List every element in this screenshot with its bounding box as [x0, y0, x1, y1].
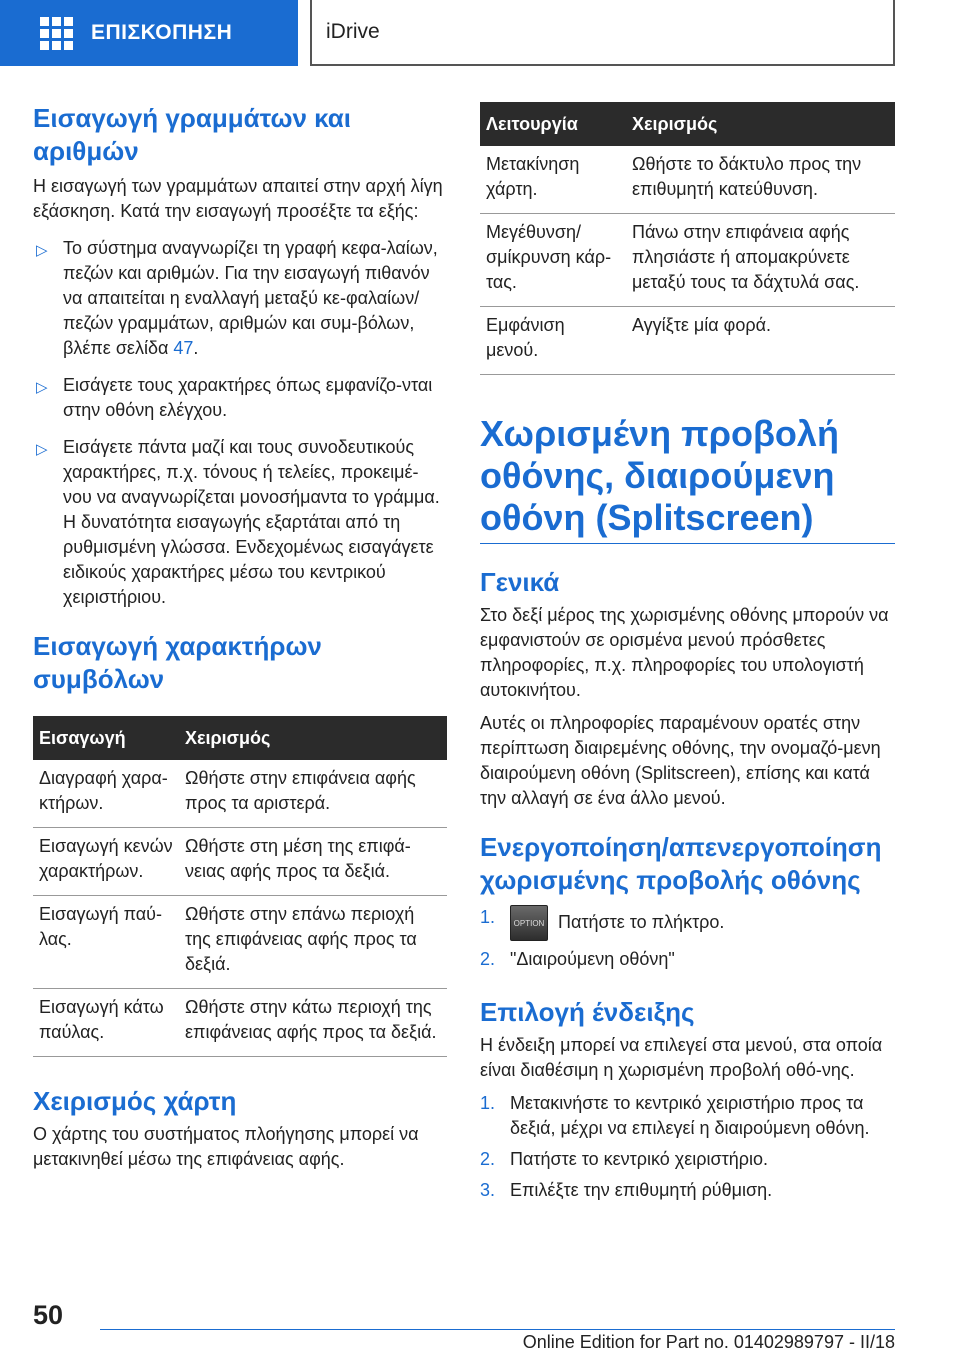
table-header: Χειρισμός	[626, 102, 895, 146]
table-header: Εισαγωγή	[33, 716, 179, 760]
table-row: Μετακίνηση χάρτη. Ωθήστε το δάκτυλο προς την επιθυμητή κατεύθυνση.	[480, 146, 895, 214]
section-title-symbols: Εισαγωγή χαρακτήρων συμβόλων	[33, 631, 322, 694]
option-button-icon: OPTION	[510, 905, 548, 941]
tips-list	[33, 236, 447, 610]
table-row: Εμφάνιση μενού. Αγγίξτε μία φορά.	[480, 307, 895, 375]
list-item: ▷ Το σύστημα αναγνωρίζει τη γραφή κεφα-λαίων, πεζών και αριθμών. Για την εισαγωγή πιθανόν να απαιτείται η εναλλαγή μεταξύ κε-φαλαίων/πεζών γραμμάτων, αριθμών και συμ-βόλων, βλέπε σελίδα 47.	[36, 238, 438, 358]
main-title: Χωρισμένη προβολή οθόνης, διαιρούμενη οθόνη (Splitscreen)	[480, 413, 895, 544]
triangle-bullet-icon: ▷	[36, 441, 48, 458]
list-item: 1. Μετακινήστε το κεντρικό χειριστήριο προς τα δεξιά, μέχρι να επιλεγεί η διαιρούμενη οθόνη.	[480, 1093, 870, 1138]
page-link[interactable]: 47	[173, 338, 194, 358]
triangle-bullet-icon: ▷	[36, 379, 48, 396]
list-item: 2. Πατήστε το κεντρικό χειριστήριο.	[480, 1149, 768, 1169]
select-intro: Η ένδειξη μπορεί να επιλεγεί στα μενού, στα οποία είναι διαθέσιμη η χωρισμένη προβολή οθό-νης.	[480, 1035, 883, 1080]
list-item: ▷ Εισάγετε πάντα μαζί και τους συνοδευτικούς χαρακτήρες, π.χ. τόνους ή τελείες, προκειμέ-νου να αναγνωρίζεται μονοσήμαντα το γράμμα. Η δυνατότητα εισαγωγής εξαρτάται από τη ρυθμισμένη γλώσσα. Ενδεχομένως εισαγάγετε ειδικούς χαρακτήρες μέσω του κεντρικού χειριστήριου.	[36, 437, 440, 607]
list-item: 2. "Διαιρούμενη οθόνη"	[480, 949, 675, 969]
section-title-general: Γενικά	[480, 567, 560, 597]
symbols-table	[33, 716, 447, 1057]
list-item: 3. Επιλέξτε την επιθυμητή ρύθμιση.	[480, 1180, 773, 1200]
list-item: ▷ Εισάγετε τους χαρακτήρες όπως εμφανίζο-νται στην οθόνη ελέγχου.	[36, 375, 433, 420]
map-table	[480, 102, 895, 375]
section-title-select: Επιλογή ένδειξης	[480, 997, 695, 1027]
page-number: 50	[33, 1300, 64, 1330]
toggle-steps	[480, 905, 895, 972]
general-paragraph-2: Αυτές οι πληροφορίες παραμένουν ορατές στην περίπτωση διαιρεμένης οθόνης, την ονομαζό-μενη διαιρούμενη οθόνη (Splitscreen), επίσης και κατά την αλλαγή σε ένα άλλο μενού.	[480, 713, 881, 808]
section-title-letters: Εισαγωγή γραμμάτων και αριθμών	[33, 103, 352, 166]
table-row: Μεγέθυνση/ σμίκρυνση κάρ-τας. Πάνω στην επιφάνεια αφής πλησιάστε ή απομακρύνετε μεταξύ τους τα δάχτυλά σας.	[480, 214, 895, 307]
triangle-bullet-icon: ▷	[36, 242, 48, 259]
table-row: Εισαγωγή κενών χαρακτήρων. Ωθήστε στη μέση της επιφά-νειας αφής προς τα δεξιά.	[33, 828, 447, 896]
select-steps	[480, 1091, 895, 1203]
table-row: Εισαγωγή κάτω παύλας. Ωθήστε στην κάτω περιοχή της επιφάνειας αφής προς τα δεξιά.	[33, 989, 447, 1057]
table-header: Χειρισμός	[179, 716, 447, 760]
right-column	[480, 102, 895, 1203]
grid-icon	[40, 17, 73, 50]
footer-edition: Online Edition for Part no. 01402989797 - II/18	[522, 1332, 895, 1352]
footer-divider	[100, 1329, 895, 1330]
section-tab-label: iDrive	[326, 20, 380, 43]
table-header: Λειτουργία	[480, 102, 626, 146]
general-paragraph-1: Στο δεξί μέρος της χωρισμένης οθόνης μπορούν να εμφανιστούν σε ορισμένα μενού πρόσθετες πληροφορίες, π.χ. πληροφορίες του υπολογιστή αυτοκινήτου.	[480, 605, 889, 700]
section-intro: Η εισαγωγή των γραμμάτων απαιτεί στην αρχή λίγη εξάσκηση. Κατά την εισαγωγή προσέξτε τα εξής:	[33, 176, 443, 221]
page-header	[0, 0, 960, 66]
overview-tab-label: ΕΠΙΣΚΟΠΗΣΗ	[91, 21, 233, 44]
table-row: Εισαγωγή παύ-λας. Ωθήστε στην επάνω περιοχή της επιφάνειας αφής προς τα δεξιά.	[33, 896, 447, 989]
overview-tab[interactable]	[0, 0, 298, 66]
list-item: 1. OPTION Πατήστε το πλήκτρο.	[480, 905, 895, 941]
map-text: Ο χάρτης του συστήματος πλοήγησης μπορεί να μετακινηθεί μέσω της επιφάνειας αφής.	[33, 1124, 419, 1169]
section-title-map: Χειρισμός χάρτη	[33, 1086, 237, 1116]
section-title-toggle: Ενεργοποίηση/απενεργοποίηση χωρισμένης προβολής οθόνης	[480, 832, 882, 895]
table-row: Διαγραφή χαρα-κτήρων. Ωθήστε στην επιφάνεια αφής προς τα αριστερά.	[33, 760, 447, 828]
section-tab[interactable]	[310, 0, 895, 66]
left-column	[33, 102, 447, 1172]
